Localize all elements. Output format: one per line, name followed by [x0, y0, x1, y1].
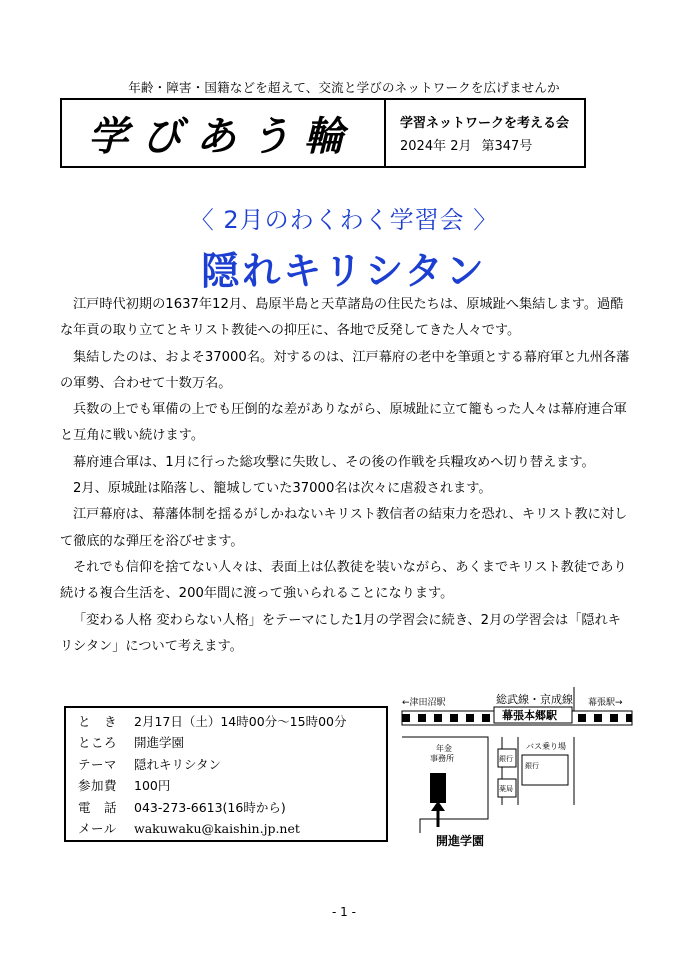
bank1-label: 銀行: [499, 755, 513, 763]
event-title: 隠れキリシタン: [201, 249, 487, 293]
station-label: 幕張本郷駅: [502, 709, 557, 722]
newsletter-logo: 学びあう輪: [62, 100, 386, 166]
mail-value[interactable]: wakuwaku@kaishin.jp.net: [134, 820, 300, 836]
issue-info: [386, 100, 584, 166]
bus-label: バス乗り場: [526, 742, 566, 751]
line-name-label: 総武線・京成線: [496, 693, 573, 706]
page-number: - 1 -: [332, 905, 356, 919]
office-label: 事務所: [430, 754, 454, 763]
details-row-theme: [78, 753, 386, 775]
details-row-fee: [78, 775, 386, 797]
pharmacy-label: 薬局: [499, 785, 513, 793]
makuhari-label: 幕張駅→: [588, 698, 623, 708]
paragraph: 「変わる人格 変わらない人格」をテーマにした1月の学習会に続き、2月の学習会は「隠れキリシタン」について考えます。: [60, 612, 621, 654]
tsudanuma-label: ←津田沼駅: [402, 698, 446, 708]
paragraph: 2月、原城趾は陥落し、籠城していた37000名は次々に虐殺されます。: [73, 481, 492, 497]
details-row-mail: [78, 818, 386, 840]
details-row-phone: [78, 796, 386, 818]
bank2-label: 銀行: [525, 762, 539, 770]
theme-value: 隠れキリシタン: [134, 756, 222, 772]
where-value: 開進学園: [134, 735, 185, 751]
paragraph: 幕府連合軍は、1月に行った総攻撃に失敗し、その後の作戦を兵糧攻めへ切り替えます。: [73, 454, 595, 470]
when-value: 2月17日（土）14時00分～15時00分: [134, 713, 347, 729]
bank-building-2: [522, 755, 568, 785]
masthead: [60, 98, 586, 168]
details-row-where: [78, 732, 386, 754]
paragraph: 江戸幕府は、幕藩体制を揺るがしかねないキリスト教信者の結束力を恐れ、キリスト教に対して徹底的な弾圧を浴びせます。: [60, 507, 628, 549]
issue-number: 第347号: [481, 139, 533, 154]
organization-name: 学習ネットワークを考える会: [400, 116, 570, 131]
school-label: 開進学園: [436, 834, 485, 848]
mail-label: メール: [78, 821, 117, 837]
when-label: と き: [78, 713, 118, 729]
article-body: [60, 292, 630, 660]
details-row-when: [78, 710, 386, 732]
tagline: 年齢・障害・国籍などを超えて、交流と学びのネットワークを広げませんか: [128, 80, 560, 95]
phone-label: 電 話: [78, 799, 118, 815]
issue-line: [400, 135, 584, 154]
fee-value: 100円: [134, 778, 171, 794]
pension-label: 年金: [436, 744, 452, 753]
phone-value: 043-273-6613(16時から): [134, 799, 286, 815]
paragraph: 集結したのは、およそ37000名。対するのは、江戸幕府の老中を筆頭とする幕府軍と九州各藩の軍勢、合わせて十数万名。: [60, 349, 630, 391]
where-label: ところ: [78, 735, 118, 751]
paragraph: それでも信仰を捨てない人々は、表面上は仏教徒を装いながら、あくまでキリスト教徒であり続ける複合生活を、200年間に渡って強いられることになります。: [60, 559, 627, 602]
paragraph: 兵数の上でも軍備の上でも圧倒的な差がありながら、原城趾に立て籠もった人々は幕府連合軍と互角に戦い続けます。: [60, 402, 627, 444]
fee-label: 参加費: [78, 778, 118, 794]
issue-date: 2024年 2月: [400, 139, 472, 154]
paragraph: 江戸時代初期の1637年12月、島原半島と天草諸島の住民たちは、原城趾へ集結します。過酷な年貢の取り立てとキリスト教徒への抑圧に、各地で反発してきた人々です。: [60, 297, 624, 339]
event-subtitle: 〈 2月のわくわく学習会 〉: [189, 206, 499, 234]
theme-label: テーマ: [78, 756, 118, 772]
school-building: [430, 773, 446, 803]
access-map: [398, 685, 636, 855]
event-details-box: [64, 706, 388, 842]
